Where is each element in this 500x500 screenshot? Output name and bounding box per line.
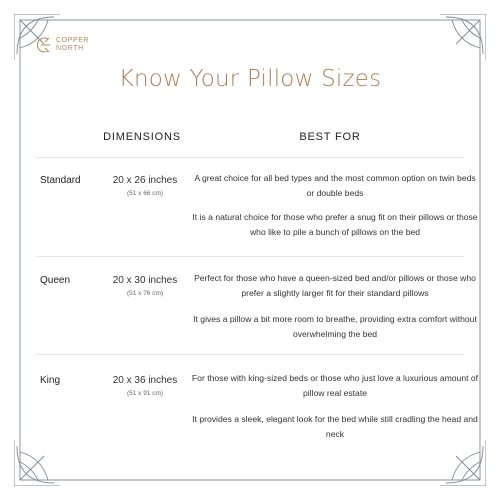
brand-logo: [36, 36, 89, 54]
row-divider: [36, 256, 464, 257]
size-name: Queen: [40, 275, 71, 286]
best-for-primary: A great choice for all bed types and the most common option on twin beds or double beds: [194, 173, 476, 198]
best-for-primary: Perfect for those who have a queen-sized bed and/or pillows or those who prefer a slightly larger fit for their standard pillows: [194, 273, 476, 298]
brand-name: [56, 37, 89, 53]
size-name: Standard: [40, 175, 81, 186]
page-title: Know Your Pillow Sizes: [118, 66, 382, 92]
dimensions-header: DIMENSIONS: [103, 131, 181, 143]
brand-line-1: COPPER: [56, 37, 90, 44]
size-dimensions: 20 x 36 inches: [112, 375, 178, 386]
size-metric: (51 x 91 cm): [126, 390, 164, 397]
best-for-secondary: It is a natural choice for those who prefer a snug fit on their pillows or those who like to pile a bunch of pillows on the bed: [192, 212, 478, 237]
header-divider: [36, 157, 464, 158]
best-for-primary: For those with king-sized beds or those who just love a luxurious amount of pillow real estate: [191, 373, 479, 398]
size-dimensions: 20 x 26 inches: [112, 175, 178, 186]
best-for-header: BEST FOR: [299, 131, 361, 143]
size-name: King: [40, 375, 61, 386]
row-divider: [36, 354, 464, 355]
size-metric: (51 x 66 cm): [126, 190, 164, 197]
brand-line-2: NORTH: [56, 45, 84, 52]
copper-north-logo-icon: [36, 36, 52, 54]
best-for-secondary: It gives a pillow a bit more room to breathe, providing extra comfort without overwhelming the bed: [193, 314, 477, 339]
best-for-secondary: It provides a sleek, elegant look for the bed while still cradling the head and neck: [192, 414, 478, 439]
size-dimensions: 20 x 30 inches: [112, 275, 178, 286]
size-metric: (51 x 76 cm): [126, 290, 164, 297]
